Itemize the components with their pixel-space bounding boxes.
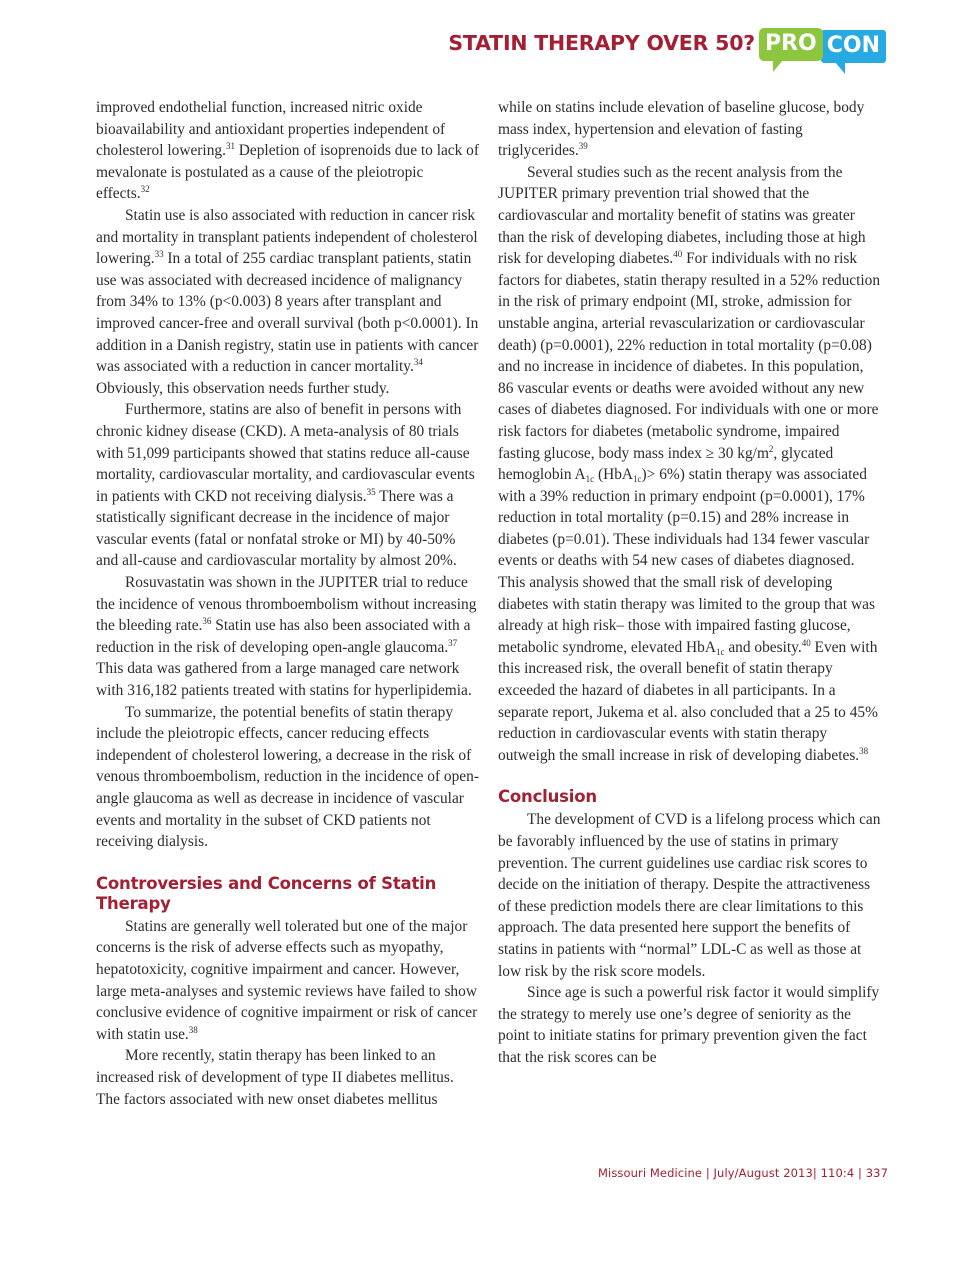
citation: 35 bbox=[366, 486, 376, 497]
subscript: 1c bbox=[633, 474, 642, 485]
citation: 38 bbox=[188, 1024, 198, 1035]
paragraph: improved endothelial function, increased nitric oxide bioavailability and antioxidant properties independent of cholesterol lowering.$^{31}$ Depletion of isoprenoids due to lack of mevalonate is postulated as a cause of the pleiotropic effects.$^{32}$ bbox=[96, 99, 479, 203]
paragraph: Rosuvastatin was shown in the JUPITER trial to reduce the incidence of venous thromboembolism without increasing the bleeding rate.$^{36}$ Statin use has also been associated with a reduction in the risk of developing open-angle glaucoma.$^{37}$ This data was gathered from a large managed care network with 316,182 patients treated with statins for hyperlipidemia. bbox=[96, 574, 477, 700]
citation: 37 bbox=[448, 637, 458, 648]
citation: 39 bbox=[578, 141, 588, 152]
section-heading-conclusion: Conclusion bbox=[498, 787, 597, 807]
subscript: 1c bbox=[715, 646, 725, 657]
subscript: 1c bbox=[585, 474, 595, 485]
paragraph: To summarize, the potential benefits of statin therapy include the pleiotropic effects, cancer reducing effects independent of cholesterol lowering, a decrease in the risk of venous thromboembolism, reduction in the incidence of open-angle glaucoma as well as decrease in incidence of vascular events and mortality in the subset of CKD patients not receiving dialysis. bbox=[96, 703, 479, 851]
left-column bbox=[96, 97, 480, 1110]
superscript: 2 bbox=[768, 443, 774, 454]
paragraph: Several studies such as the recent analysis from the JUPITER primary prevention trial showed that the cardiovascular and mortality benefit of statins was greater than the risk of developing diabetes, including those at high risk for developing diabetes.$^{40}$ For individuals with no risk factors for diabetes, statin therapy resulted in a 52% reduction in the risk of primary endpoint (MI, stroke, admission for unstable angina, arterial revascularization or cardiovascular death) (p=0.0001), 22% reduction in total mortality (p=0.08) and no increase in incidence of diabetes. In this population, 86 vascular events or deaths were avoided without any new cases of diabetes diagnosed. For individuals with one or more risk factors for diabetes (metabolic syndrome, impaired fasting glucose, body mass index ≥ 30 $kg/m^2$, glycated hemoglobin $A_{1c}$ (HbA$_{1c}$)> 6%) statin therapy was associated with a 39% reduction in primary endpoint (p=0.0001), 17% reduction in total mortality (p=0.15) and 28% increase in diabetes (p=0.01). These individuals had 134 fewer vascular events or deaths with 54 new cases of diabetes diagnosed. This analysis showed that the small risk of developing diabetes with statin therapy was limited to the group that was already at high risk– those with impaired fasting glucose, metabolic syndrome, elevated HbA$_{1c}$ and obesity.$^{40}$ Even with this increased risk, the overall benefit of statin therapy exceeded the hazard of diabetes in all participants. In a separate report, Jukema et al. also concluded that a 25 to 45% reduction in cardiovascular events with statin therapy outweigh the small increase in risk of developing diabetes.$^{38}$ bbox=[498, 163, 881, 764]
citation: 34 bbox=[413, 357, 423, 368]
citation: 31 bbox=[225, 141, 235, 152]
con-speech-bubble-icon: CON bbox=[819, 28, 888, 65]
paragraph: Since age is such a powerful risk factor it would simplify the strategy to merely use one’s degree of seniority as the point to initiate statins for primary prevention given the fact that the risk scores can be bbox=[498, 984, 880, 1066]
citation: 33 bbox=[154, 249, 164, 260]
paragraph: Statins are generally well tolerated but one of the major concerns is the risk of adverse effects such as myopathy, hepatotoxicity, cognitive impairment and cancer. However, large meta-analyses and systemic reviews have failed to show conclusive evidence of cognitive impairment or risk of cancer with statin use.$^{38}$ bbox=[96, 917, 478, 1043]
page-header bbox=[448, 26, 888, 66]
paragraph: The development of CVD is a lifelong process which can be favorably influenced by the use of statins in primary prevention. The current guidelines use cardiac risk scores to decide on the initiation of therapy. Despite the attractiveness of these prediction models there are clear limitations to this approach. The data presented here support the benefits of statins in patients with “normal” LDL-C as well as those at low risk by the risk score models. bbox=[498, 811, 881, 980]
paragraph: Furthermore, statins are also of benefit in persons with chronic kidney disease (CKD). A meta-analysis of 80 trials with 51,099 participants showed that statins reduce all-cause mortality, cardiovascular mortality, and cardiovascular events in patients with CKD not receiving dialysis.$^{35}$ There was a statistically significant decrease in the incidence of major vascular events (fatal or nonfatal stroke or MI) by 40-50% and all-cause and cardiovascular mortality by almost 20%. bbox=[96, 401, 475, 570]
citation: 40 bbox=[673, 249, 683, 260]
paragraph: Statin use is also associated with reduction in cancer risk and mortality in transplant patients independent of cholesterol lowering.$^{33}$ In a total of 255 cardiac transplant patients, statin use was associated with decreased incidence of malignancy from 34% to 13% (p<0.003) 8 years after transplant and improved cancer-free and overall survival (both p<0.0001). In addition in a Danish registry, statin use in patients with cancer was associated with a reduction in cancer mortality.$^{34}$ Obviously, this observation needs further study. bbox=[96, 206, 479, 397]
pro-speech-bubble-icon: PRO bbox=[759, 28, 823, 61]
section-title: STATIN THERAPY OVER 50? bbox=[448, 31, 755, 55]
citation: 38 bbox=[859, 745, 869, 756]
section-heading-controversies: Controversies and Concerns of Statin Therapy bbox=[96, 873, 437, 913]
page-footer: Missouri Medicine | July/August 2013| 110:4 | 337 bbox=[598, 1166, 888, 1180]
right-column bbox=[498, 97, 882, 1069]
citation: 40 bbox=[801, 637, 811, 648]
paragraph: More recently, statin therapy has been linked to an increased risk of development of type II diabetes mellitus. The factors associated with new onset diabetes mellitus bbox=[96, 1047, 454, 1108]
citation: 32 bbox=[140, 184, 150, 195]
paragraph: while on statins include elevation of baseline glucose, body mass index, hypertension and elevation of fasting triglycerides.$^{39}$ bbox=[498, 99, 865, 160]
citation: 36 bbox=[202, 616, 212, 627]
